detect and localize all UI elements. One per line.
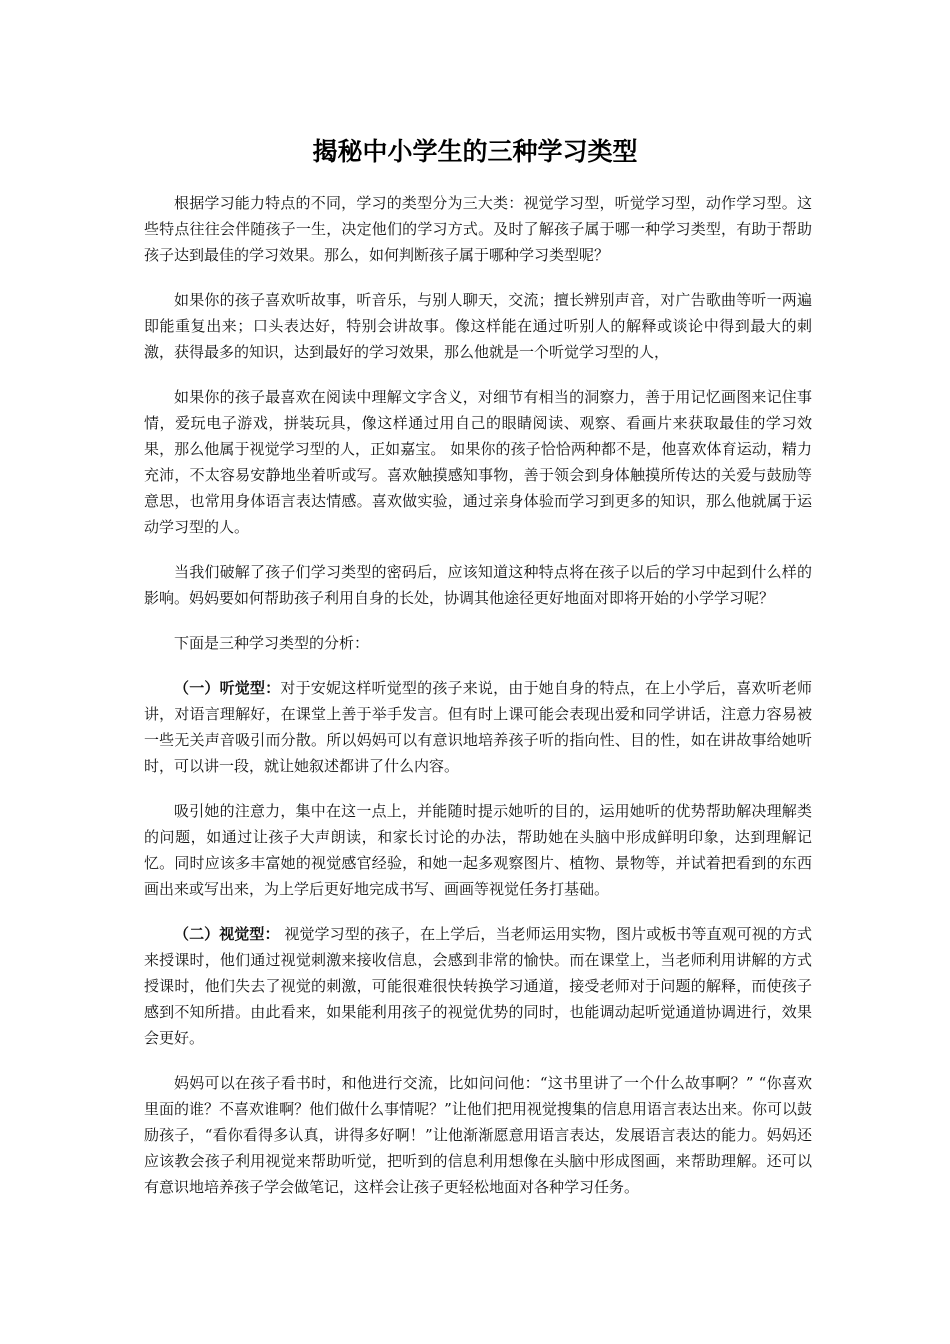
paragraph-lead: （一）听觉型： bbox=[174, 679, 281, 697]
paragraph-visual-advice bbox=[144, 1070, 812, 1200]
paragraph-text: 根据学习能力特点的不同，学习的类型分为三大类：视觉学习型，听觉学习型，动作学习型。这些特点往往会伴随孩子一生，决定他们的学习方式。及时了解孩子属于哪一种学习类型，有助于帮助孩子达到最佳的学习效果。那么，如何判断孩子属于哪种学习类型呢？ bbox=[144, 194, 812, 264]
paragraph-auditory-description bbox=[144, 287, 812, 365]
paragraph-text: 吸引她的注意力，集中在这一点上，并能随时提示她听的目的，运用她听的优势帮助解决理解类的问题，如通过让孩子大声朗读，和家长讨论的办法，帮助她在头脑中形成鲜明印象，达到理解记忆。同时应该多丰富她的视觉感官经验，和她一起多观察图片、植物、景物等，并试着把看到的东西画出来或写出来，为上学后更好地完成书写、画画等视觉任务打基础。 bbox=[144, 802, 812, 898]
paragraph-text: 如果你的孩子喜欢听故事，听音乐，与别人聊天，交流；擅长辨别声音，对广告歌曲等听一两遍即能重复出来；口头表达好，特别会讲故事。像这样能在通过听别人的解释或谈论中得到最大的刺激，获得最多的知识，达到最好的学习效果，那么他就是一个听觉学习型的人， bbox=[144, 291, 812, 361]
paragraph-visual-kinesthetic-description bbox=[144, 384, 812, 540]
paragraph-auditory-advice bbox=[144, 798, 812, 902]
paragraph-visual-analysis bbox=[144, 921, 812, 1051]
paragraph-lead: （二）视觉型： bbox=[174, 925, 280, 943]
paragraph-analysis-intro bbox=[144, 630, 812, 656]
document-title: 揭秘中小学生的三种学习类型 bbox=[312, 137, 638, 166]
paragraph-text: 下面是三种学习类型的分析： bbox=[174, 634, 370, 652]
document-body bbox=[144, 190, 812, 1219]
paragraph-auditory-analysis bbox=[144, 675, 812, 779]
paragraph-text: 妈妈可以在孩子看书时，和他进行交流，比如问问他：“这书里讲了一个什么故事啊？” “你喜欢里面的谁？不喜欢谁啊？他们做什么事情呢？”让他们把用视觉搜集的信息用语言表达出来。你可以鼓励孩子，“看你看得多认真，讲得多好啊！”让他渐渐愿意用语言表达，发展语言表达的能力。妈妈还应该教会孩子利用视觉来帮助听觉，把听到的信息利用想像在头脑中形成图画，来帮助理解。还可以有意识地培养孩子学会做笔记，这样会让孩子更轻松地面对各种学习任务。 bbox=[144, 1074, 812, 1196]
paragraph-transition bbox=[144, 559, 812, 611]
paragraph-text: 当我们破解了孩子们学习类型的密码后，应该知道这种特点将在孩子以后的学习中起到什么样的影响。妈妈要如何帮助孩子利用自身的长处，协调其他途径更好地面对即将开始的小学学习呢？ bbox=[144, 563, 812, 607]
paragraph-text: 视觉学习型的孩子，在上学后，当老师运用实物，图片或板书等直观可视的方式来授课时，他们通过视觉刺激来接收信息，会感到非常的愉快。而在课堂上，当老师利用讲解的方式授课时，他们失去了视觉的刺激，可能很难很快转换学习通道，接受老师对于问题的解释，而使孩子感到不知所措。由此看来，如果能利用孩子的视觉优势的同时，也能调动起听觉通道协调进行，效果会更好。 bbox=[144, 925, 812, 1047]
paragraph-text: 如果你的孩子最喜欢在阅读中理解文字含义，对细节有相当的洞察力，善于用记忆画图来记住事情，爱玩电子游戏，拼装玩具，像这样通过用自己的眼睛阅读、观察、看画片来获取最佳的学习效果，那么他属于视觉学习型的人，正如嘉宝。 如果你的孩子恰恰两种都不是，他喜欢体育运动，精力充沛，不太容易安静地坐着听或写。喜欢触摸感知事物，善于领会到身体触摸所传达的关爱与鼓励等意思，也常用身体语言表达情感。喜欢做实验，通过亲身体验而学习到更多的知识，那么他就属于运动学习型的人。 bbox=[144, 388, 812, 536]
paragraph-text: 对于安妮这样听觉型的孩子来说，由于她自身的特点，在上小学后，喜欢听老师讲，对语言理解好，在课堂上善于举手发言。但有时上课可能会表现出爱和同学讲话，注意力容易被一些无关声音吸引而分散。所以妈妈可以有意识地培养孩子听的指向性、目的性，如在讲故事给她听时，可以讲一段，就让她叙述都讲了什么内容。 bbox=[144, 679, 812, 775]
paragraph-intro bbox=[144, 190, 812, 268]
